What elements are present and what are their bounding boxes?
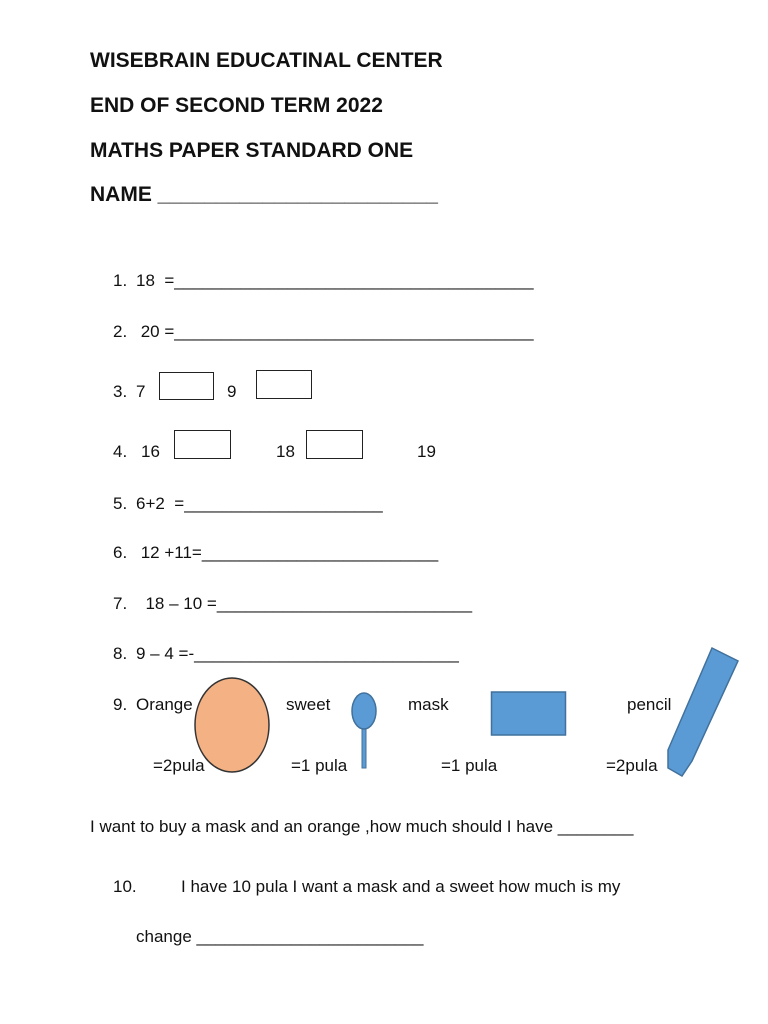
q10-number: 10. <box>113 877 137 896</box>
q5-text[interactable]: 6+2 =_____________________ <box>136 494 383 513</box>
orange-price: =2pula <box>153 756 205 775</box>
term-title: END OF SECOND TERM 2022 <box>90 94 383 117</box>
sweet-label: sweet <box>286 695 331 714</box>
q3-answer-box-1[interactable] <box>159 372 214 400</box>
mask-icon <box>490 690 568 738</box>
q10-change-answer[interactable]: change ________________________ <box>136 927 424 946</box>
q8-number: 8. <box>113 644 128 663</box>
pencil-label: pencil <box>627 695 672 714</box>
school-name: WISEBRAIN EDUCATINAL CENTER <box>90 49 443 72</box>
q1-text[interactable]: 18 =______________________________________ <box>136 271 534 290</box>
q4-number: 4. <box>113 442 128 461</box>
orange-label: Orange <box>136 695 193 714</box>
sweet-price: =1 pula <box>291 756 348 775</box>
q4-answer-box-1[interactable] <box>174 430 231 459</box>
q2-number: 2. <box>113 322 128 341</box>
q7-text[interactable]: 18 – 10 =___________________________ <box>136 594 473 613</box>
q7-number: 7. <box>113 594 128 613</box>
orange-icon <box>194 676 272 774</box>
q4-second-number: 18 <box>276 442 295 461</box>
q4-first-number: 16 <box>141 442 160 461</box>
pencil-price: =2pula <box>606 756 658 775</box>
q6-text[interactable]: 12 +11=_________________________ <box>136 543 439 562</box>
name-field[interactable]: NAME ________________________ <box>90 183 438 206</box>
paper-title: MATHS PAPER STANDARD ONE <box>90 139 414 162</box>
q10-text: I have 10 pula I want a mask and a sweet how much is my <box>181 877 621 896</box>
q4-third-number: 19 <box>417 442 436 461</box>
q4-answer-box-2[interactable] <box>306 430 363 459</box>
q9-number: 9. <box>113 695 128 714</box>
mask-label: mask <box>408 695 449 714</box>
mask-price: =1 pula <box>441 756 498 775</box>
q5-number: 5. <box>113 494 128 513</box>
q6-number: 6. <box>113 543 128 562</box>
q9-question[interactable]: I want to buy a mask and an orange ,how much should I have ________ <box>90 817 634 836</box>
q3-second-number: 9 <box>227 382 237 401</box>
q3-number: 3. <box>113 382 128 401</box>
lollipop-icon <box>348 690 380 772</box>
q1-number: 1. <box>113 271 128 290</box>
q3-first-number: 7 <box>136 382 146 401</box>
q8-text[interactable]: 9 – 4 =-____________________________ <box>136 644 459 663</box>
pencil-icon <box>662 644 744 784</box>
q2-text[interactable]: 20 =______________________________________ <box>136 322 534 341</box>
q3-answer-box-2[interactable] <box>256 370 312 399</box>
